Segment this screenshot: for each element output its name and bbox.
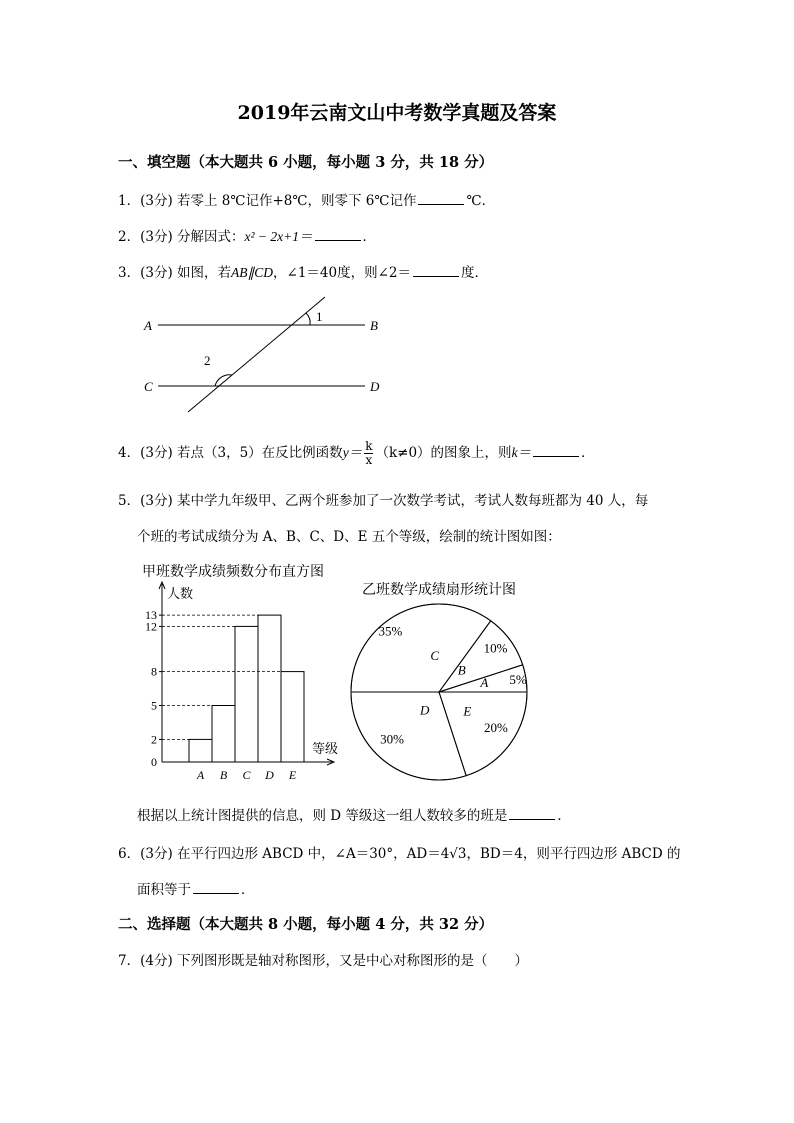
question-6-text: 面积等于: [137, 882, 191, 898]
question-5-ask-text: 根据以上统计图提供的信息，则 D 等级这一组人数较多的班是: [137, 808, 508, 824]
angle-1-arc: [306, 313, 310, 325]
question-1: [118, 189, 495, 209]
question-5-line-2: 个班的考试成绩分为 A、B、C、D、E 五个等级，绘制的统计图如图：: [137, 529, 561, 545]
pie-title: 乙班数学成绩扇形统计图: [362, 582, 516, 598]
fraction-denominator: x: [365, 453, 373, 467]
point-d-label: D: [370, 379, 380, 394]
answer-blank: [533, 444, 579, 457]
x-tick-label: A: [196, 768, 205, 782]
question-3-end: 度．: [461, 265, 488, 281]
angle-1-label: 1: [316, 309, 323, 324]
histogram-x-axis-label: 等级: [312, 742, 339, 757]
pie-value-D: 30%: [380, 731, 405, 747]
bar-E: [281, 672, 304, 762]
y-tick-label: 13: [145, 608, 157, 623]
pie-label-B: B: [457, 662, 466, 678]
pie-label-C: C: [430, 647, 439, 663]
bar-A: [189, 739, 212, 762]
section-heading-fill-in: 一、填空题（本大题共 6 小题，每小题 3 分，共 18 分）: [118, 154, 494, 171]
angle-2-label: 2: [204, 353, 211, 368]
page-title: 2019年云南文山中考数学真题及答案: [237, 102, 557, 124]
y-tick-label: 12: [145, 619, 157, 634]
question-5-ask: [137, 804, 571, 824]
y-tick-label: 2: [151, 732, 157, 747]
pie-label-A: A: [480, 675, 489, 691]
question-2-end: ．: [362, 229, 377, 245]
point-b-label: B: [370, 318, 378, 333]
answer-blank: [509, 807, 555, 820]
question-2-expression: x² − 2x+1＝: [244, 229, 313, 244]
question-4: [118, 440, 595, 467]
y-tick-label: 0: [151, 755, 157, 769]
question-3: [118, 261, 488, 281]
answer-blank: [193, 881, 239, 894]
x-tick-label: C: [242, 768, 251, 782]
question-6-line-2: [137, 878, 255, 898]
point-c-label: C: [144, 379, 153, 394]
point-a-label: A: [144, 318, 152, 333]
fraction-numerator: k: [365, 439, 373, 453]
section-heading-choice: 二、选择题（本大题共 8 小题，每小题 4 分，共 32 分）: [118, 916, 494, 933]
answer-blank: [315, 228, 361, 241]
bar-B: [212, 706, 235, 763]
x-tick-label: E: [288, 768, 297, 782]
question-5-line-1: 5．(3分) 某中学九年级甲、乙两个班参加了一次数学考试，考试人数每班都为 40 人，每: [118, 493, 649, 509]
question-2: [118, 225, 376, 245]
pie-value-E: 20%: [484, 720, 508, 736]
question-7: 7．(4分) 下列图形既是轴对称图形，又是中心对称图形的是（ ）: [118, 953, 529, 969]
question-4-k: k＝: [511, 445, 532, 460]
histogram-y-axis-label: 人数: [167, 587, 194, 602]
question-5-end: ．: [557, 808, 571, 824]
question-2-text: 2．(3分) 分解因式：: [118, 229, 245, 245]
y-tick-label: 8: [151, 664, 157, 679]
question-6-end: ．: [241, 882, 255, 898]
pie-label-D: D: [419, 702, 430, 718]
question-3-parallel: AB∥CD: [231, 265, 274, 280]
class-b-pie-chart: [344, 572, 544, 787]
pie-label-E: E: [463, 703, 472, 719]
question-1-unit: ℃．: [466, 193, 496, 209]
question-4-condition: （k≠0）的图象上，则: [375, 445, 512, 461]
question-1-text: 1．(3分) 若零上 8℃记作+8℃，则零下 6℃记作: [118, 193, 417, 209]
question-3-text: 3．(3分) 如图，若: [118, 265, 232, 281]
bar-C: [235, 626, 258, 762]
question-6-line-1: 6．(3分) 在平行四边形 ABCD 中，∠A＝30°，AD＝4√3，BD＝4，则平行四边形 ABCD 的: [118, 846, 681, 862]
class-a-histogram: [130, 556, 355, 786]
question-4-end: ．: [581, 445, 595, 461]
parallel-lines-figure: [138, 292, 398, 416]
y-tick-label: 5: [151, 698, 157, 713]
angle-2-arc: [215, 375, 232, 386]
pie-value-A: 5%: [509, 672, 527, 688]
answer-blank: [413, 264, 459, 277]
pie-value-B: 10%: [483, 640, 508, 656]
question-3-mid: ，∠1＝40度，则∠2＝: [273, 265, 411, 281]
fraction-k-over-x: [364, 440, 373, 467]
pie-value-C: 35%: [378, 623, 403, 639]
question-4-text: 4．(3分) 若点（3，5）在反比例函数: [118, 445, 343, 461]
bar-D: [258, 615, 281, 762]
x-tick-label: B: [219, 768, 228, 782]
question-4-y: y＝: [342, 445, 363, 460]
x-tick-label: D: [265, 768, 274, 782]
histogram-title: 甲班数学成绩频数分布直方图: [142, 564, 324, 580]
answer-blank: [418, 192, 464, 205]
